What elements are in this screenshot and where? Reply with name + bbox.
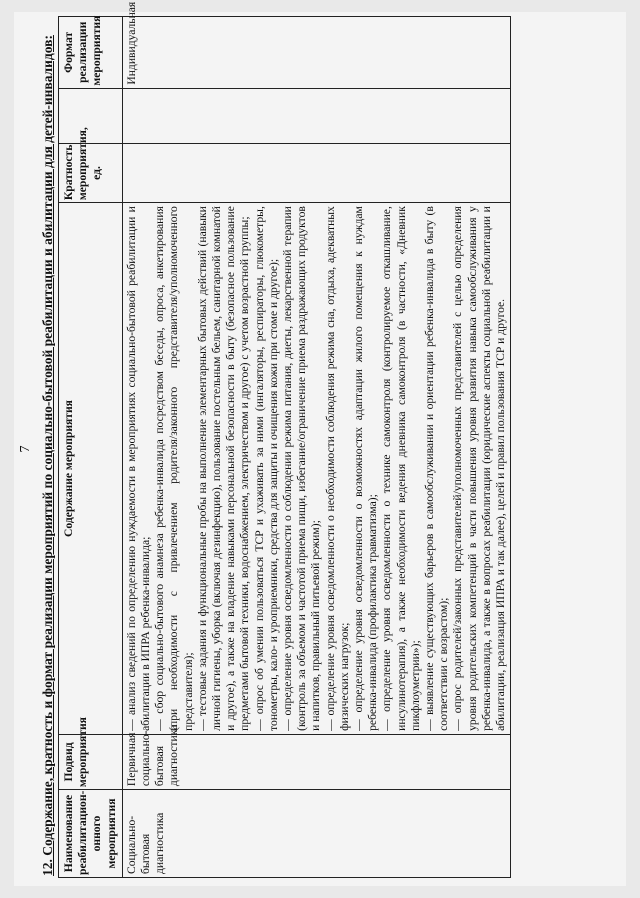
header-empty [59,88,123,143]
header-content: Содержание мероприятия [59,203,123,735]
cell-format: Индивидуальная [122,17,510,89]
table-header-row [59,17,123,878]
header-format: Формат реализации мероприятия [59,17,123,89]
content-item: — анализ сведений по определению нуждаемости в мероприятиях социально-бытовой реабилитации и абилитации в ИПРА ребенка-инвалида; [124,206,153,731]
content-item: — сбор социально-бытового анамнеза ребенка-инвалида посредством беседы, опроса, анкетирования (при необходимости с привлечением родителя/законного представителя/уполномоченного представителя); [153,206,195,731]
cell-frequency [122,143,510,202]
content-item: — тестовые задания и функциональные пробы на выполнение элементарных бытовых действий (навыки личной гигиены, уборка (включая дезинфекцию), пользование постельным бельем, санитарной комнатой и другое), а также на владение навыками персональной безопасности в быту (безопасное пользование предметами бытовой техники, водоснабжением, электричеством и другое) с учетом возрастной группы; [195,206,252,731]
content-item: — опрос об умении пользоваться ТСР и ухаживать за ними (ингаляторы, респираторы, глюкометры, тонометры, кало- и уроприемники, средства для защиты и очищения кожи при стоме и другое); [252,206,280,731]
header-type: Подвид мероприятия [59,734,123,789]
cell-empty [122,88,510,143]
header-frequency: Кратность мероприятия, ед. [59,143,123,202]
content-item: — выявление существующих барьеров в самообслуживании и ориентации ребенка-инвалида в быту (в соответствии с возрастом); [423,206,451,731]
section-heading: 12. Содержание, кратность и формат реализации мероприятий по социально-бытовой реабилитации и абилитации для детей-инвалидов: [40,35,55,876]
content-item: — определение уровня осведомленности о соблюдении режима питания, диеты, лекарственной терапии (контроль за объемом и частотой приема пищи, избегание/ограничение приема раздражающих продуктов и напитков, правильный питьевой режим); [281,206,323,731]
table-row [122,17,510,878]
page-number: 7 [18,445,33,453]
content-item: — определение уровня осведомленности о возможностях адаптации жилого помещения к нуждам ребенка-инвалида (профилактика травматизма); [352,206,380,731]
content-item: — опрос родителей/законных представителей/уполномоченных представителей с целью определения уровня родительских компетенций в части повышения уровня развития навыка самообслуживания у ребенка-инвалида, а также в вопросах реабилитации (юридические аспекты социальной реабилитации и абилитации, реализация ИПРА и так далее), целей и правил пользования ТСР и другое. [451,206,508,731]
header-name: Наименование реабилитацион-онного мероприятия [59,790,123,878]
content-item: — определение уровня осведомленности о технике самоконтроля (контролируемое откашливание, инсулинотерапия), а также необходимости ведения дневника самоконтроля (в частности, «Дневник пикфлоуметрии»); [380,206,422,731]
rotated-content [14,1,626,886]
content-item: — определение уровня осведомленности о необходимости соблюдения режима сна, отдыха, адекватных физических нагрузок; [323,206,351,731]
measures-table [58,1,511,878]
cell-content [122,203,510,735]
cell-name: Социально-бытовая диагностика [122,790,510,878]
cell-type: Первичная социально-бытовая диагностика [122,734,510,789]
document-page [14,1,626,886]
